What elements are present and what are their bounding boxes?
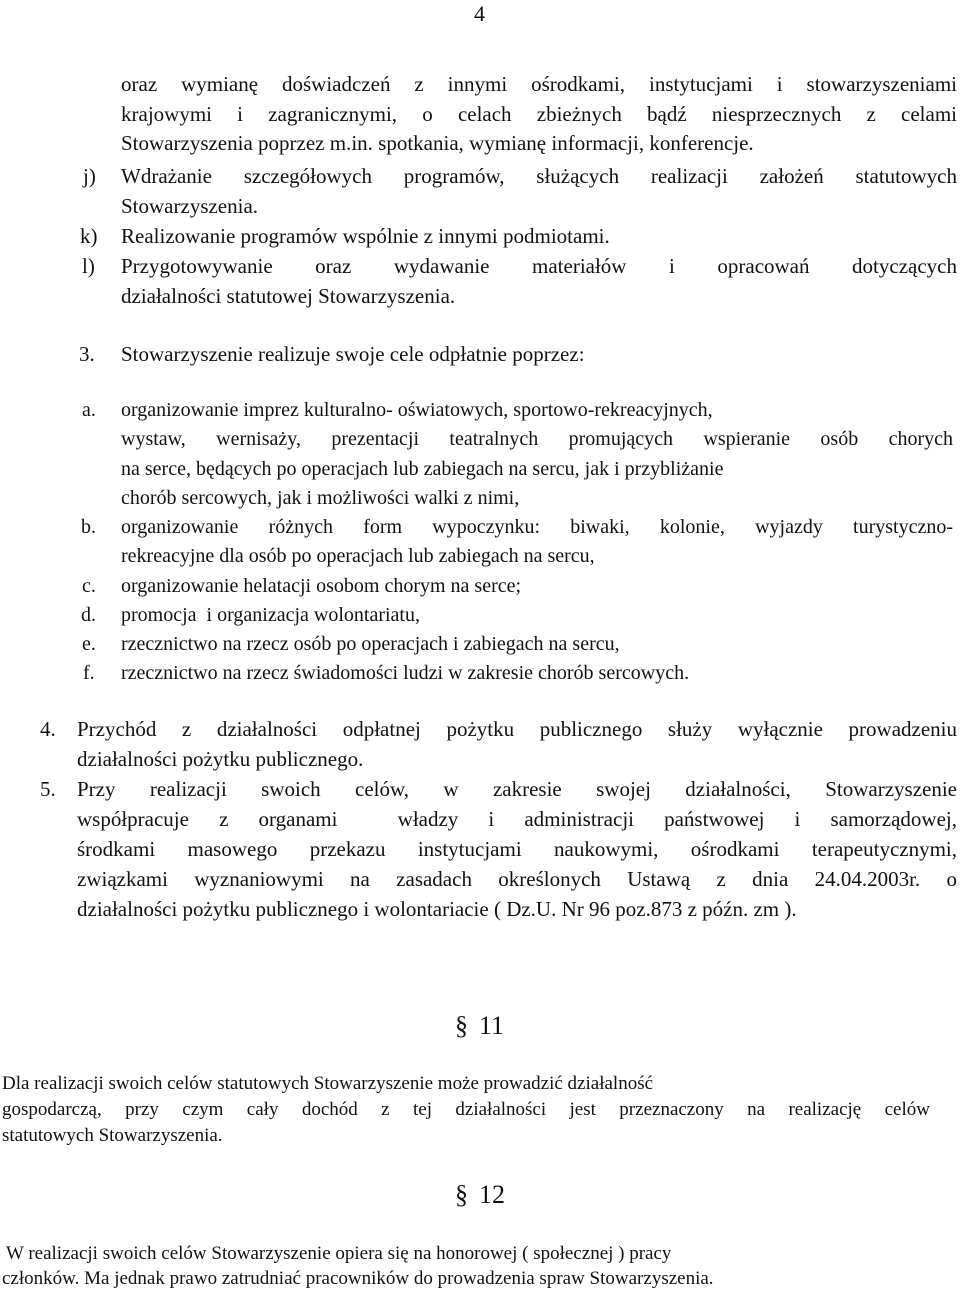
paragraph-symbol: § xyxy=(455,1011,468,1040)
paragraph-text: W realizacji swoich celów Stowarzyszenie opiera się na honorowej ( społecznej ) pracy xyxy=(6,1243,672,1264)
list-item-text: chorób sercowych, jak i możliwości walki z nimi, xyxy=(121,487,520,509)
section-text: związkami wyznaniowymi na zasadach określonych Ustawą z dnia 24.04.2003r. o xyxy=(77,867,957,891)
paragraph-symbol: § xyxy=(455,1180,468,1209)
list-item-text: rzecznictwo na rzecz osób po operacjach i zabiegach na sercu, xyxy=(121,633,620,655)
list-marker: k) xyxy=(80,224,98,248)
list-item-text: Stowarzyszenia. xyxy=(121,194,259,218)
list-marker: e. xyxy=(82,633,96,655)
section-text: współpracuje z organami władzy i administracji państwowej i samorządowej, xyxy=(77,807,957,831)
list-marker: a. xyxy=(82,399,96,421)
paragraph-text: statutowych Stowarzyszenia. xyxy=(2,1125,223,1146)
page-number: 4 xyxy=(474,1,485,26)
list-marker: c. xyxy=(82,575,96,597)
section-text: działalności pożytku publicznego. xyxy=(77,747,364,771)
list-item-text: Przygotowywanie oraz wydawanie materiałów i opracowań dotyczących xyxy=(121,254,957,278)
list-marker: f. xyxy=(83,662,95,684)
section-marker: 4. xyxy=(40,717,56,741)
list-item-text: organizowanie helatacji osobom chorym na serce; xyxy=(121,575,522,597)
section-marker: 5. xyxy=(40,777,56,801)
list-item-text: wystaw, wernisaży, prezentacji teatralnych promujących wspieranie osób chorych xyxy=(121,428,953,450)
list-item-text: działalności statutowej Stowarzyszenia. xyxy=(121,284,456,308)
list-item-text: rekreacyjne dla osób po operacjach lub zabiegach na sercu, xyxy=(121,545,595,567)
list-marker: b. xyxy=(81,516,96,538)
list-item-text: rzecznictwo na rzecz świadomości ludzi w zakresie chorób sercowych. xyxy=(121,662,690,684)
section-text: Przy realizacji swoich celów, w zakresie swojej działalności, Stowarzyszenie xyxy=(77,777,957,801)
section-text: środkami masowego przekazu instytucjami naukowymi, ośrodkami terapeutycznymi, xyxy=(77,837,957,861)
section-marker: 3. xyxy=(79,342,95,366)
list-marker: d. xyxy=(81,604,96,626)
paragraph-text: członków. Ma jednak prawo zatrudniać pracowników do prowadzenia spraw Stowarzyszenia. xyxy=(2,1268,714,1289)
section-heading: Stowarzyszenie realizuje swoje cele odpłatnie poprzez: xyxy=(121,342,585,366)
paragraph-number: 11 xyxy=(479,1011,505,1040)
section-text: Przychód z działalności odpłatnej pożytku publicznego służy wyłącznie prowadzeniu xyxy=(77,717,957,741)
section-text: działalności pożytku publicznego i wolontariacie ( Dz.U. Nr 96 poz.873 z późn. zm ). xyxy=(77,897,797,921)
text-line: krajowymi i zagranicznymi, o celach zbieżnych bądź niesprzecznych z celami xyxy=(121,102,957,126)
list-marker: j) xyxy=(83,164,96,188)
list-item-text: organizowanie różnych form wypoczynku: biwaki, kolonie, wyjazdy turystyczno- xyxy=(121,516,953,538)
list-item-text: Wdrażanie szczegółowych programów, służących realizacji założeń statutowych xyxy=(121,164,957,188)
paragraph-number: 12 xyxy=(479,1180,505,1209)
list-marker: l) xyxy=(82,254,95,278)
list-item-text: na serce, będących po operacjach lub zabiegach na sercu, jak i przybliżanie xyxy=(121,458,724,480)
paragraph-text: gospodarczą, przy czym cały dochód z tej działalności jest przeznaczony na realizację celów xyxy=(2,1099,930,1120)
list-item-text: promocja i organizacja wolontariatu, xyxy=(121,604,420,626)
list-item-text: organizowanie imprez kulturalno- oświatowych, sportowo-rekreacyjnych, xyxy=(121,399,713,421)
text-line: oraz wymianę doświadczeń z innymi ośrodkami, instytucjami i stowarzyszeniami xyxy=(121,72,957,96)
paragraph-text: Dla realizacji swoich celów statutowych Stowarzyszenie może prowadzić działalność xyxy=(2,1073,654,1094)
list-item-text: Realizowanie programów wspólnie z innymi podmiotami. xyxy=(121,224,610,248)
text-line: Stowarzyszenia poprzez m.in. spotkania, wymianę informacji, konferencje. xyxy=(121,131,754,155)
